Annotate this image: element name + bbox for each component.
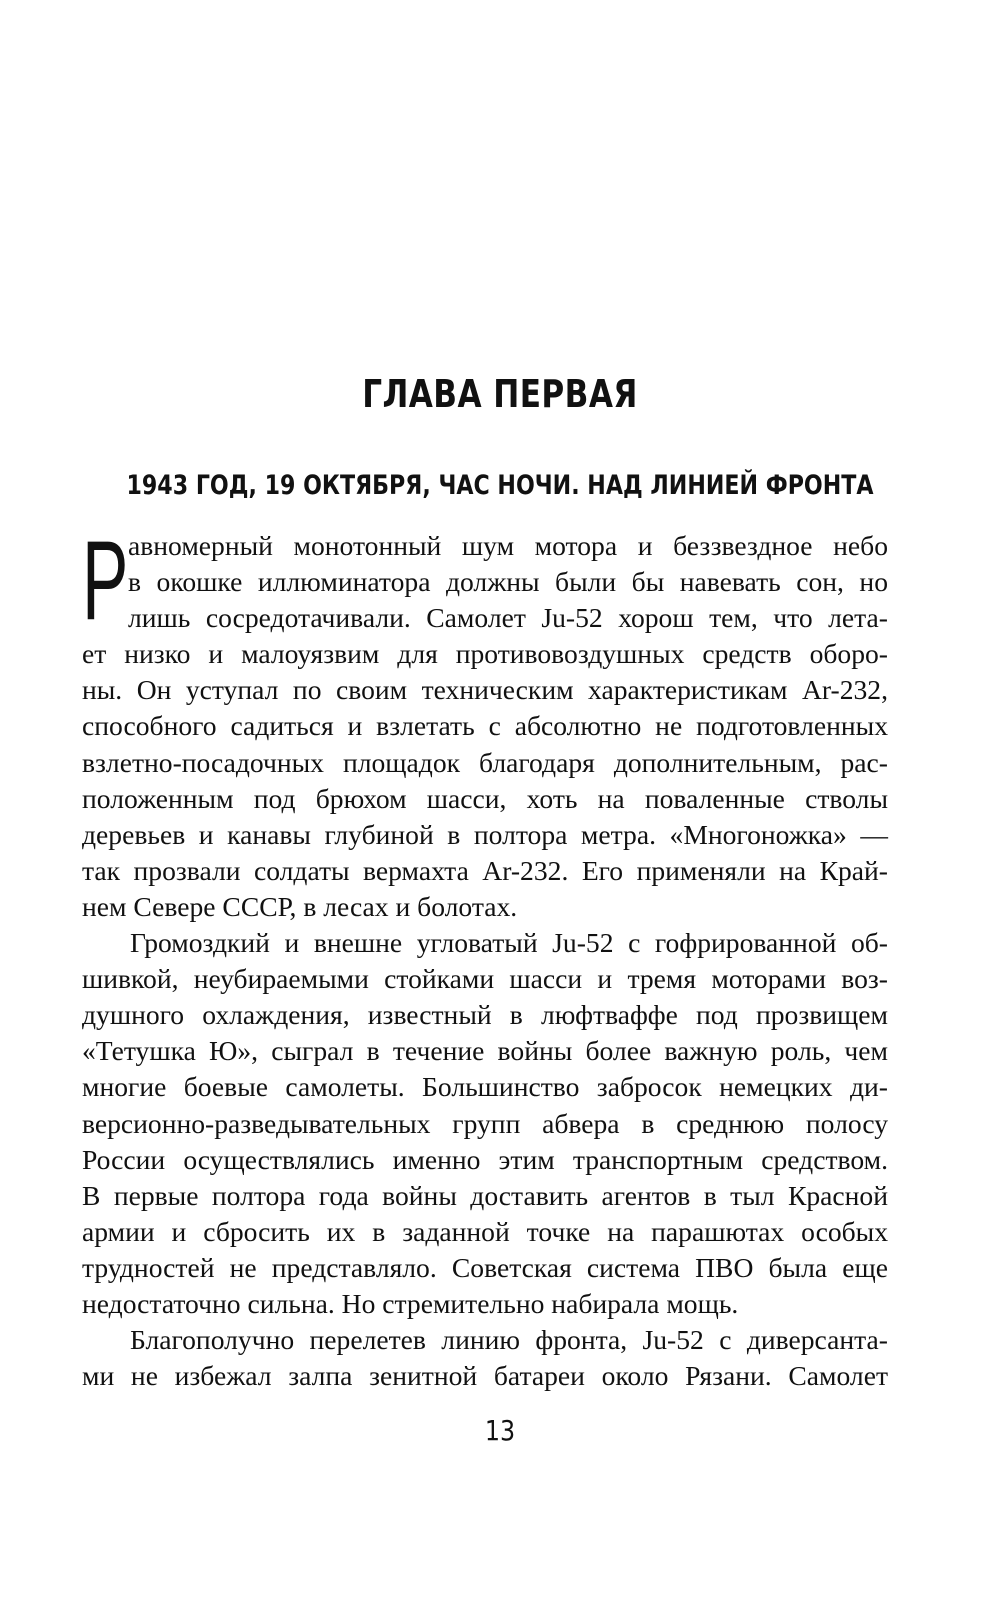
drop-cap: Р (82, 518, 129, 643)
text-line: версионно-разведывательных групп абвера в среднюю полосу (82, 1107, 888, 1139)
text-line: взлетно-посадочных площадок благодаря дополнительным, рас- (82, 746, 888, 778)
text-line: так прозвали солдаты вермахта Ar-232. Его применяли на Край- (82, 854, 888, 886)
text-line: авномерный монотонный шум мотора и беззвездное небо (128, 530, 888, 561)
text-line: нем Севере СССР, в лесах и болотах. (82, 890, 518, 922)
body-text (82, 518, 888, 1394)
text-line: трудностей не представляло. Советская система ПВО была еще (82, 1251, 888, 1283)
text-line: способного садиться и взлетать с абсолютно не подготовленных (82, 710, 888, 742)
text-line: недостаточно сильна. Но стремительно набирала мощь. (82, 1287, 739, 1319)
text-line: шивкой, неубираемыми стойками шасси и тремя моторами воз- (82, 963, 888, 995)
text-line: в окошке иллюминатора должны были бы навевать сон, но (128, 566, 888, 598)
text-line: России осуществлялись именно этим транспортным средством. (82, 1143, 888, 1175)
text-line: Громоздкий и внешне угловатый Ju-52 с гофрированной об- (130, 927, 888, 959)
text-line: В первые полтора года войны доставить агентов в тыл Красной (82, 1179, 888, 1211)
text-line: душного охлаждения, известный в люфтваффе под прозвищем (82, 999, 888, 1031)
text-line: Благополучно перелетев линию фронта, Ju-52 с диверсанта- (130, 1324, 888, 1356)
chapter-subtitle: 1943 ГОД, 19 ОКТЯБРЯ, ЧАС НОЧИ. НАД ЛИНИЕЙ ФРОНТА (126, 470, 874, 501)
text-line: ны. Он уступал по своим техническим характеристикам Ar-232, (82, 674, 888, 706)
text-line: ет низко и малоуязвим для противовоздушных средств оборо- (82, 638, 888, 670)
text-line: ми не избежал залпа зенитной батареи около Рязани. Самолет (82, 1360, 888, 1392)
text-line: многие боевые самолеты. Большинство забросок немецких ди- (82, 1071, 888, 1103)
text-line: положенным под брюхом шасси, хоть на поваленные стволы (82, 782, 888, 814)
page-number: 13 (484, 1414, 516, 1447)
text-line: «Тетушка Ю», сыграл в течение войны более важную роль, чем (82, 1035, 888, 1067)
chapter-title: ГЛАВА ПЕРВАЯ (362, 372, 638, 416)
text-line: деревьев и канавы глубиной в полтора метра. «Многоножка» — (82, 818, 888, 850)
text-line: армии и сбросить их в заданной точке на парашютах особых (82, 1215, 888, 1247)
text-line: лишь сосредотачивали. Самолет Ju-52 хорош тем, что лета- (128, 602, 888, 634)
